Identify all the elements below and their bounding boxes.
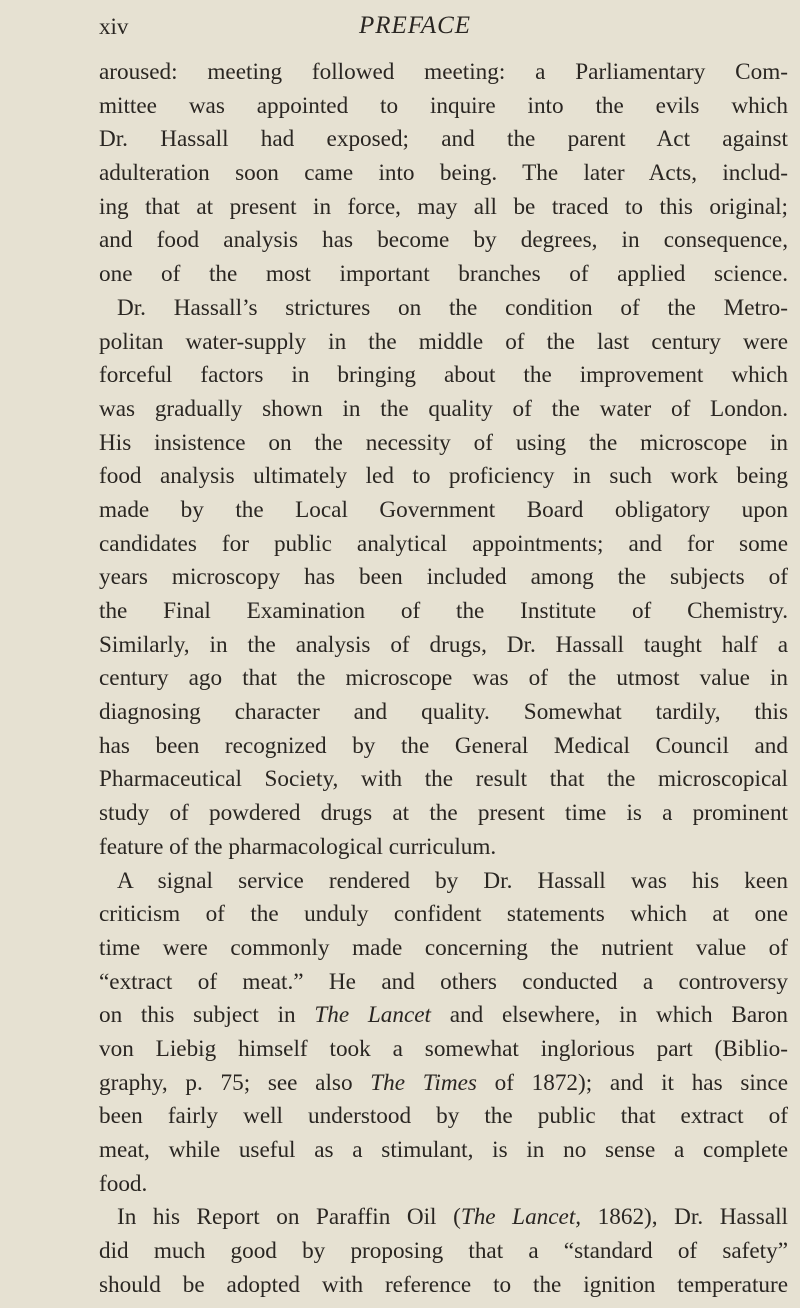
text-line <box>99 831 788 865</box>
italic-title: The Times <box>370 1069 477 1096</box>
text-line <box>99 696 788 730</box>
text-span: and food analysis has become by degrees, in consequence, <box>99 227 788 254</box>
text-span: diagnosing character and quality. Somewhat tardily, this <box>99 699 788 726</box>
text-line <box>99 629 788 663</box>
text-line <box>99 763 788 797</box>
text-span: on this subject in <box>99 1002 315 1029</box>
text-span: should be adopted with reference to the ignition temperature <box>99 1271 788 1298</box>
text-line <box>99 662 788 696</box>
italic-title: The Lancet, <box>460 1204 582 1231</box>
text-span: criticism of the unduly confident statements which at one <box>99 901 788 928</box>
text-span: ing that at present in force, may all be traced to this original; <box>99 193 788 220</box>
text-line <box>99 1033 788 1067</box>
text-line <box>99 191 788 225</box>
text-line <box>99 1201 788 1235</box>
text-span: feature of the pharmacological curriculum. <box>99 833 497 860</box>
text-line <box>99 1134 788 1168</box>
text-span: In his Report on Paraffin Oil ( <box>117 1204 461 1231</box>
text-line <box>99 865 788 899</box>
text-span: and elsewhere, in which Baron <box>431 1002 789 1029</box>
text-line <box>99 797 788 831</box>
text-span: forceful factors in bringing about the improvement which <box>99 362 788 389</box>
text-span: years microscopy has been included among the subjects of <box>99 564 788 591</box>
text-span: “extract of meat.” He and others conducted a controversy <box>99 968 788 995</box>
text-line <box>99 494 788 528</box>
text-line <box>99 258 788 292</box>
text-span: A signal service rendered by Dr. Hassall was his keen <box>117 867 788 894</box>
text-line <box>99 1168 788 1202</box>
text-line <box>99 999 788 1033</box>
text-span: Pharmaceutical Society, with the result that the microscopical <box>99 766 788 793</box>
text-span: one of the most important branches of applied science. <box>99 261 788 288</box>
text-span: did much good by proposing that a “standard of safety” <box>99 1238 788 1265</box>
running-head: PREFACE <box>358 12 472 39</box>
text-span: adulteration soon came into being. The later Acts, includ- <box>99 160 788 187</box>
text-span: of 1872); and it has since <box>476 1069 788 1096</box>
text-span: time were commonly made concerning the nutrient value of <box>99 934 788 961</box>
text-span: century ago that the microscope was of the utmost value in <box>99 665 788 692</box>
text-line <box>99 1235 788 1269</box>
text-line <box>99 224 788 258</box>
text-line <box>99 326 788 360</box>
text-span: has been recognized by the General Medical Council and <box>99 732 788 759</box>
text-line <box>99 1067 788 1101</box>
text-span: politan water-supply in the middle of the last century were <box>99 328 788 355</box>
text-line <box>99 393 788 427</box>
text-span: Dr. Hassall had exposed; and the parent Act against <box>99 126 788 153</box>
text-span: was gradually shown in the quality of the water of London. <box>99 395 788 422</box>
text-span: aroused: meeting followed meeting: a Parliamentary Com- <box>99 59 788 85</box>
text-span: 1862), Dr. Hassall <box>581 1204 788 1231</box>
text-line <box>99 730 788 764</box>
text-line <box>99 898 788 932</box>
text-span: von Liebig himself took a somewhat inglorious part (Biblio- <box>99 1035 788 1062</box>
text-line <box>99 157 788 191</box>
text-line <box>99 966 788 1000</box>
text-line <box>99 359 788 393</box>
text-line <box>99 561 788 595</box>
text-line <box>99 932 788 966</box>
text-line <box>99 427 788 461</box>
text-span: Dr. Hassall’s strictures on the condition of the Metro- <box>117 294 788 321</box>
text-span: candidates for public analytical appointments; and for some <box>99 530 788 557</box>
text-line <box>99 56 788 90</box>
page-number: xiv <box>99 14 129 39</box>
text-line <box>99 460 788 494</box>
text-span: the Final Examination of the Institute of Chemistry. <box>99 598 788 624</box>
text-span: meat, while useful as a stimulant, is in no sense a complete <box>99 1137 788 1163</box>
text-line <box>99 292 788 326</box>
text-span: food analysis ultimately led to proficiency in such work being <box>99 463 788 490</box>
text-span: been fairly well understood by the public that extract of <box>99 1103 788 1130</box>
text-span: His insistence on the necessity of using the microscope in <box>99 429 788 456</box>
text-span: mittee was appointed to inquire into the evils which <box>99 92 788 119</box>
text-span: food. <box>99 1170 148 1197</box>
text-span: study of powdered drugs at the present time is a prominent <box>99 800 788 827</box>
text-line <box>99 123 788 157</box>
text-line <box>99 1100 788 1134</box>
text-span: Similarly, in the analysis of drugs, Dr. Hassall taught half a <box>99 631 788 658</box>
text-span: graphy, p. 75; see also <box>99 1069 371 1096</box>
body-text <box>99 56 788 1302</box>
italic-title: The Lancet <box>314 1002 431 1029</box>
text-line <box>99 1269 788 1303</box>
text-line <box>99 528 788 562</box>
text-line <box>99 595 788 629</box>
text-span: made by the Local Government Board obligatory upon <box>99 496 788 523</box>
text-line <box>99 90 788 124</box>
